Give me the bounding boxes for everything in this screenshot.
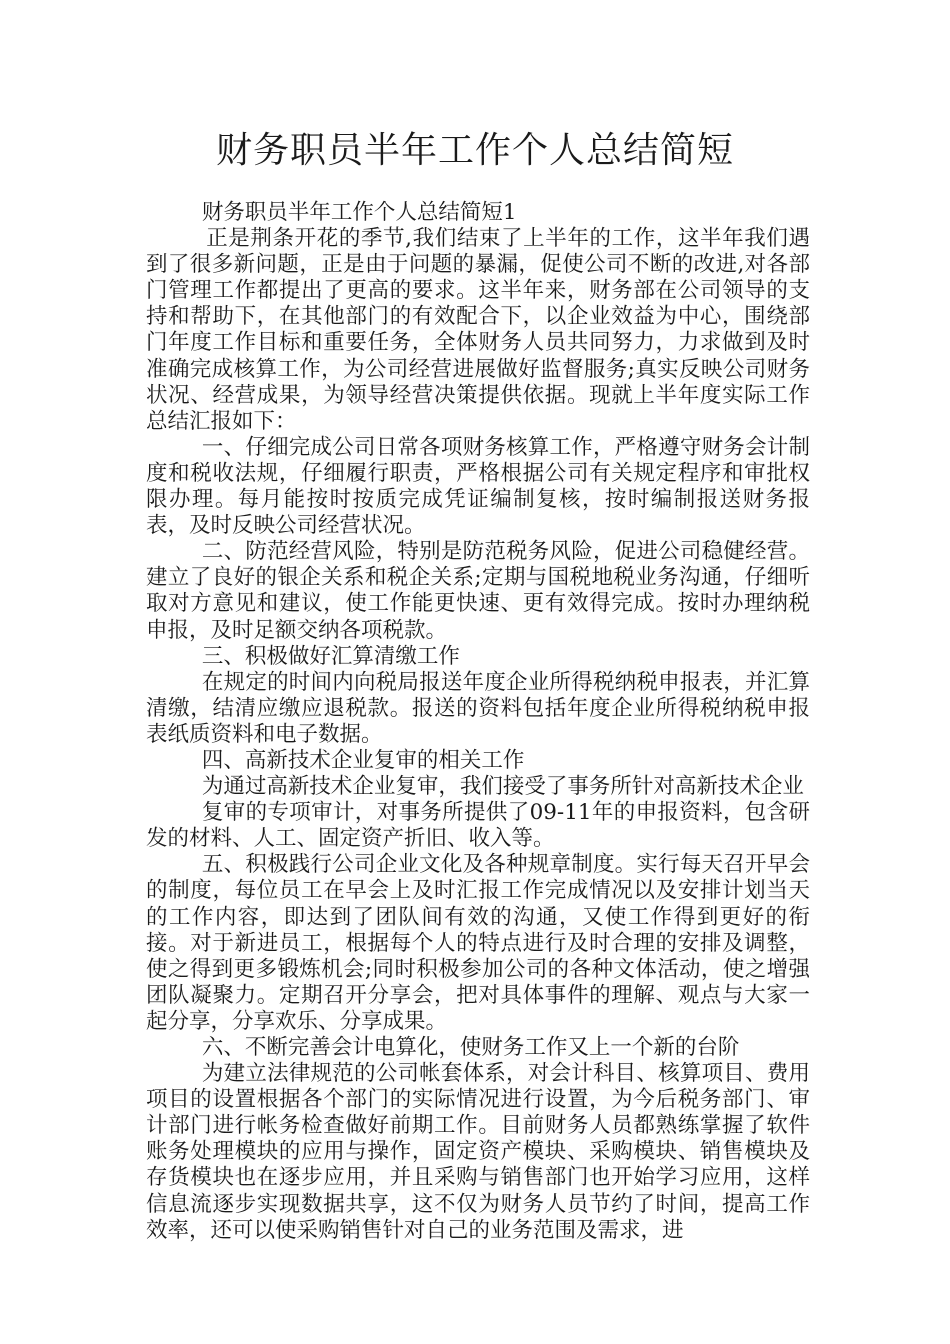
paragraph: 二、防范经营风险，特别是防范税务风险，促进公司稳健经营。建立了良好的银企关系和税企关系;定期与国税地税业务沟通，仔细听取对方意见和建议，使工作能更快速、更有效得完成。按时办理纳税申报，及时足额交纳各项税款。 [146, 539, 810, 643]
section-heading: 财务职员半年工作个人总结简短1 [201, 200, 517, 225]
paragraph: 五、积极践行公司企业文化及各种规章制度。实行每天召开早会的制度，每位员工在早会上及时汇报工作完成情况以及安排计划当天的工作内容，即达到了团队间有效的沟通，又使工作得到更好的衔接。对于新进员工，根据每个人的特点进行及时合理的安排及调整，使之得到更多锻炼机会;同时积极参加公司的各种文体活动，使之增强团队凝聚力。定期召开分享会，把对具体事件的理解、观点与大家一起分享，分享欢乐、分享成果。 [146, 852, 810, 1034]
paragraph: 六、不断完善会计电算化，使财务工作又上一个新的台阶 [201, 1035, 740, 1060]
document-title: 财务职员半年工作个人总结简短 [215, 130, 734, 171]
paragraph: 四、高新技术企业复审的相关工作 [201, 747, 525, 773]
document-body [146, 200, 810, 1244]
paragraph: 为建立法律规范的公司帐套体系，对会计科目、核算项目、费用项目的设置根据各个部门的实际情况进行设置，为今后税务部门、审计部门进行帐务检查做好前期工作。目前财务人员都熟练掌握了软件账务处理模块的应用与操作，固定资产模块、采购模块、销售模块及存货模块也在逐步应用，并且采购与销售部门也开始学习应用，这样信息流逐步实现数据共享，这不仅为财务人员节约了时间，提高工作效率，还可以使采购销售针对自己的业务范围及需求，进 [146, 1061, 810, 1243]
paragraph: 正是荆条开花的季节,我们结束了上半年的工作，这半年我们遇到了很多新问题，正是由于问题的暴漏，促使公司不断的改进,对各部门管理工作都提出了更高的要求。这半年来，财务部在公司领导的支持和帮助下，在其他部门的有效配合下，以企业效益为中心，围绕部门年度工作目标和重要任务，全体财务人员共同努力，力求做到及时准确完成核算工作，为公司经营进展做好监督服务;真实反映公司财务状况、经营成果，为领导经营决策提供依据。现就上半年度实际工作总结汇报如下： [146, 226, 810, 434]
paragraph: 为通过高新技术企业复审，我们接受了事务所针对高新技术企业 [201, 774, 804, 800]
paragraph: 三、积极做好汇算清缴工作 [201, 643, 460, 669]
paragraph: 复审的专项审计，对事务所提供了09-11年的申报资料，包含研发的材料、人工、固定资产折旧、收入等。 [146, 800, 810, 852]
paragraph: 一、仔细完成公司日常各项财务核算工作，严格遵守财务会计制度和税收法规，仔细履行职责，严格根据公司有关规定程序和审批权限办理。每月能按时按质完成凭证编制复核，按时编制报送财务报表，及时反映公司经营状况。 [146, 434, 810, 539]
paragraph: 在规定的时间内向税局报送年度企业所得税纳税申报表，并汇算清缴，结清应缴应退税款。报送的资料包括年度企业所得税纳税申报表纸质资料和电子数据。 [146, 669, 810, 747]
